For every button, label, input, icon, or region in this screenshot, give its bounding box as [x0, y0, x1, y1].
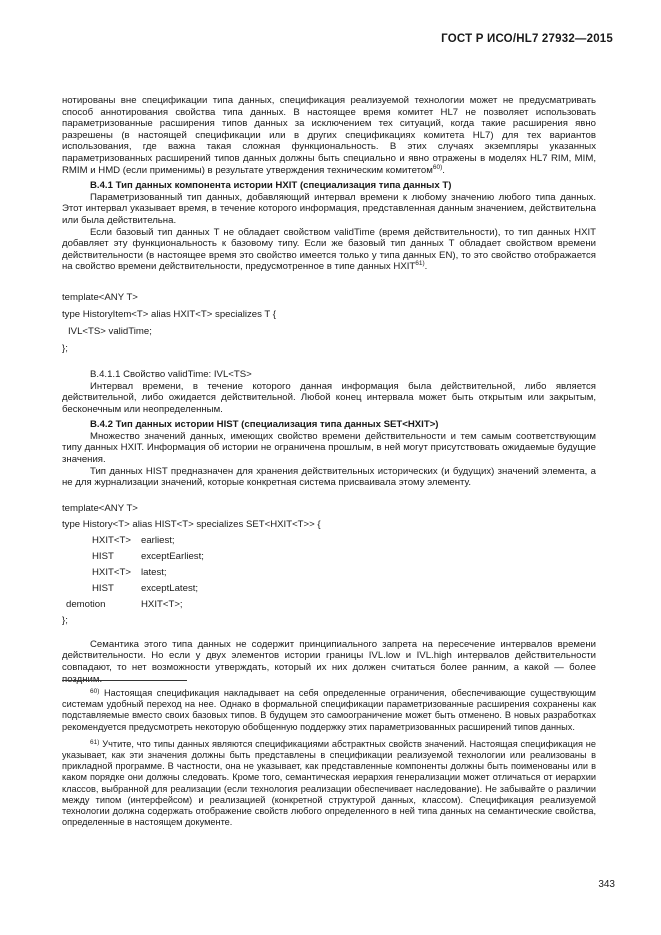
code-line: demotion HXIT<T>; — [66, 598, 183, 610]
footnotes — [62, 686, 596, 832]
paragraph: Интервал времени, в течение которого данная информация была действительной, либо является действительной, либо ожидается действительной. Любой конец интервала может быть открытым или закрытым, бесконечным или неопределенным. — [62, 380, 596, 415]
code-line: type HistoryItem<T> alias HXIT<T> specializes T { — [62, 308, 276, 320]
main-content — [62, 95, 596, 685]
paragraph: Тип данных HIST предназначен для хранения действительных исторических (и будущих) значений элемента, а не для журнализации значений, которые конкретная система присваивала этому элементу. — [62, 465, 596, 489]
code-line: HXIT<T> earliest; — [92, 534, 175, 546]
code-block — [62, 289, 596, 357]
paragraph: Если базовый тип данных Т не обладает свойством validTime (время действительности), то тип данных HXIT добавляет эту функциональность к базовому типу. Если же базовый тип данных Т обладает свойством времени действительности (в настоящее время это свойство имеется только у типа данных EN), то это свойство отображается на свойство времени действительности, предусмотренное в типе данных HXIT$^{61)}$. — [62, 226, 596, 273]
code-line: template<ANY T> — [62, 291, 138, 303]
code-line: HIST exceptLatest; — [92, 582, 199, 594]
code-line: }; — [62, 342, 68, 354]
paragraph: Семантика этого типа данных не содержит принципиального запрета на пересечение интервалов времени действительности. Но если у двух элементов истории границы IVL.low и IVL.high интервалов действительности совпадают, то нет возможности утверждать, который их них должен считаться более ранним, а какой — более поздним. — [62, 638, 596, 685]
footnote: $^{60)}$ Настоящая спецификация накладывает на себя определенные ограничения, обеспечивающие существующим системам удобный переход на нее. Однако в формальной спецификации параметризованные расширения сохранены как подставляемые вместо своих базовых типов. В будущем это самоограничение может быть отменено. В новых разработках рекомендуется предусмотреть некоторую обобщенную поддержку этих параметризованных расширений типов данных. — [62, 688, 596, 732]
paragraph: нотированы вне спецификации типа данных, спецификация реализуемой технологии может не предусматривать способ аннотирования свойства типа данных. В настоящее время комитет HL7 не позволяет использовать параметризованные расширения типов данных за исключением тех ситуаций, когда такие расширения явно разрешены (в настоящей спецификации или в других спецификациях комитета HL7) для тех вариантов использования, где важна такая сложная функциональность. В этих случаях экземпляры указанных параметризованных расширений типов данных должны быть специально и явно отражены в моделях HL7 RIM, MIM, RMIM и HMD (если применимы) в результате утверждения техническим комитетом$^{60)}$. — [62, 95, 596, 176]
section-heading-b41: B.4.1 Тип данных компонента истории HXIT (специализация типа данных Т) — [90, 180, 452, 192]
paragraph: Параметризованный тип данных, добавляющий интервал времени к любому значению любого типа данных. Этот интервал указывает время, в течение которого информация, представленная данным значением, действительна или была действительна. — [62, 191, 596, 226]
code-block — [62, 501, 596, 629]
code-line: IVL<TS> validTime; — [68, 325, 152, 337]
page-number: 343 — [598, 879, 615, 890]
footnote-ref: 61) — [415, 260, 425, 268]
code-line: HXIT<T> latest; — [92, 566, 167, 578]
footnote-separator — [62, 680, 187, 681]
paragraph: Множество значений данных, имеющих свойство времени действительности и тем самым соответствующим типу данных HXIT. Информация об истории не ограничена прошлым, в ней могут присутствовать ожидаемые будущие значения. — [62, 430, 596, 466]
code-line: HIST exceptEarliest; — [92, 550, 204, 562]
code-line: template<ANY T> — [62, 502, 138, 514]
section-heading-b42: B.4.2 Тип данных истории HIST (специализация типа данных SET<HXIT>) — [90, 419, 439, 431]
subsection-heading: B.4.1.1 Свойство validTime: IVL<TS> — [90, 368, 252, 380]
footnote-ref: 60) — [432, 163, 443, 171]
document-header: ГОСТ Р ИСО/HL7 27932—2015 — [441, 33, 613, 45]
code-line: type History<T> alias HIST<T> specializes SET<HXIT<T>> { — [62, 518, 321, 530]
code-line: }; — [62, 614, 68, 626]
footnote: $^{61)}$ Учтите, что типы данных являются спецификациями абстрактных свойств значений. Настоящая спецификация не указывает, как эти значения должны быть представлены в спецификации реализуемой технологии или реализованы в прикладной программе. В частности, она не указывает, как представленные компоненты должны быть поименованы или в каком порядке они должны следовать. Кроме того, семантическая иерархия генерализации может отличаться от иерархии классов, выбранной для реализации (если технология реализации обеспечивает наследование). Не забывайте о различии между типом (интерфейсом) и реализацией (конкретной структурой данных, классом). Спецификация реализуемой технологии должна содержать отображение свойств любого определенного в ней типа данных на семантические свойства, определенные в настоящем документе. — [62, 738, 596, 828]
